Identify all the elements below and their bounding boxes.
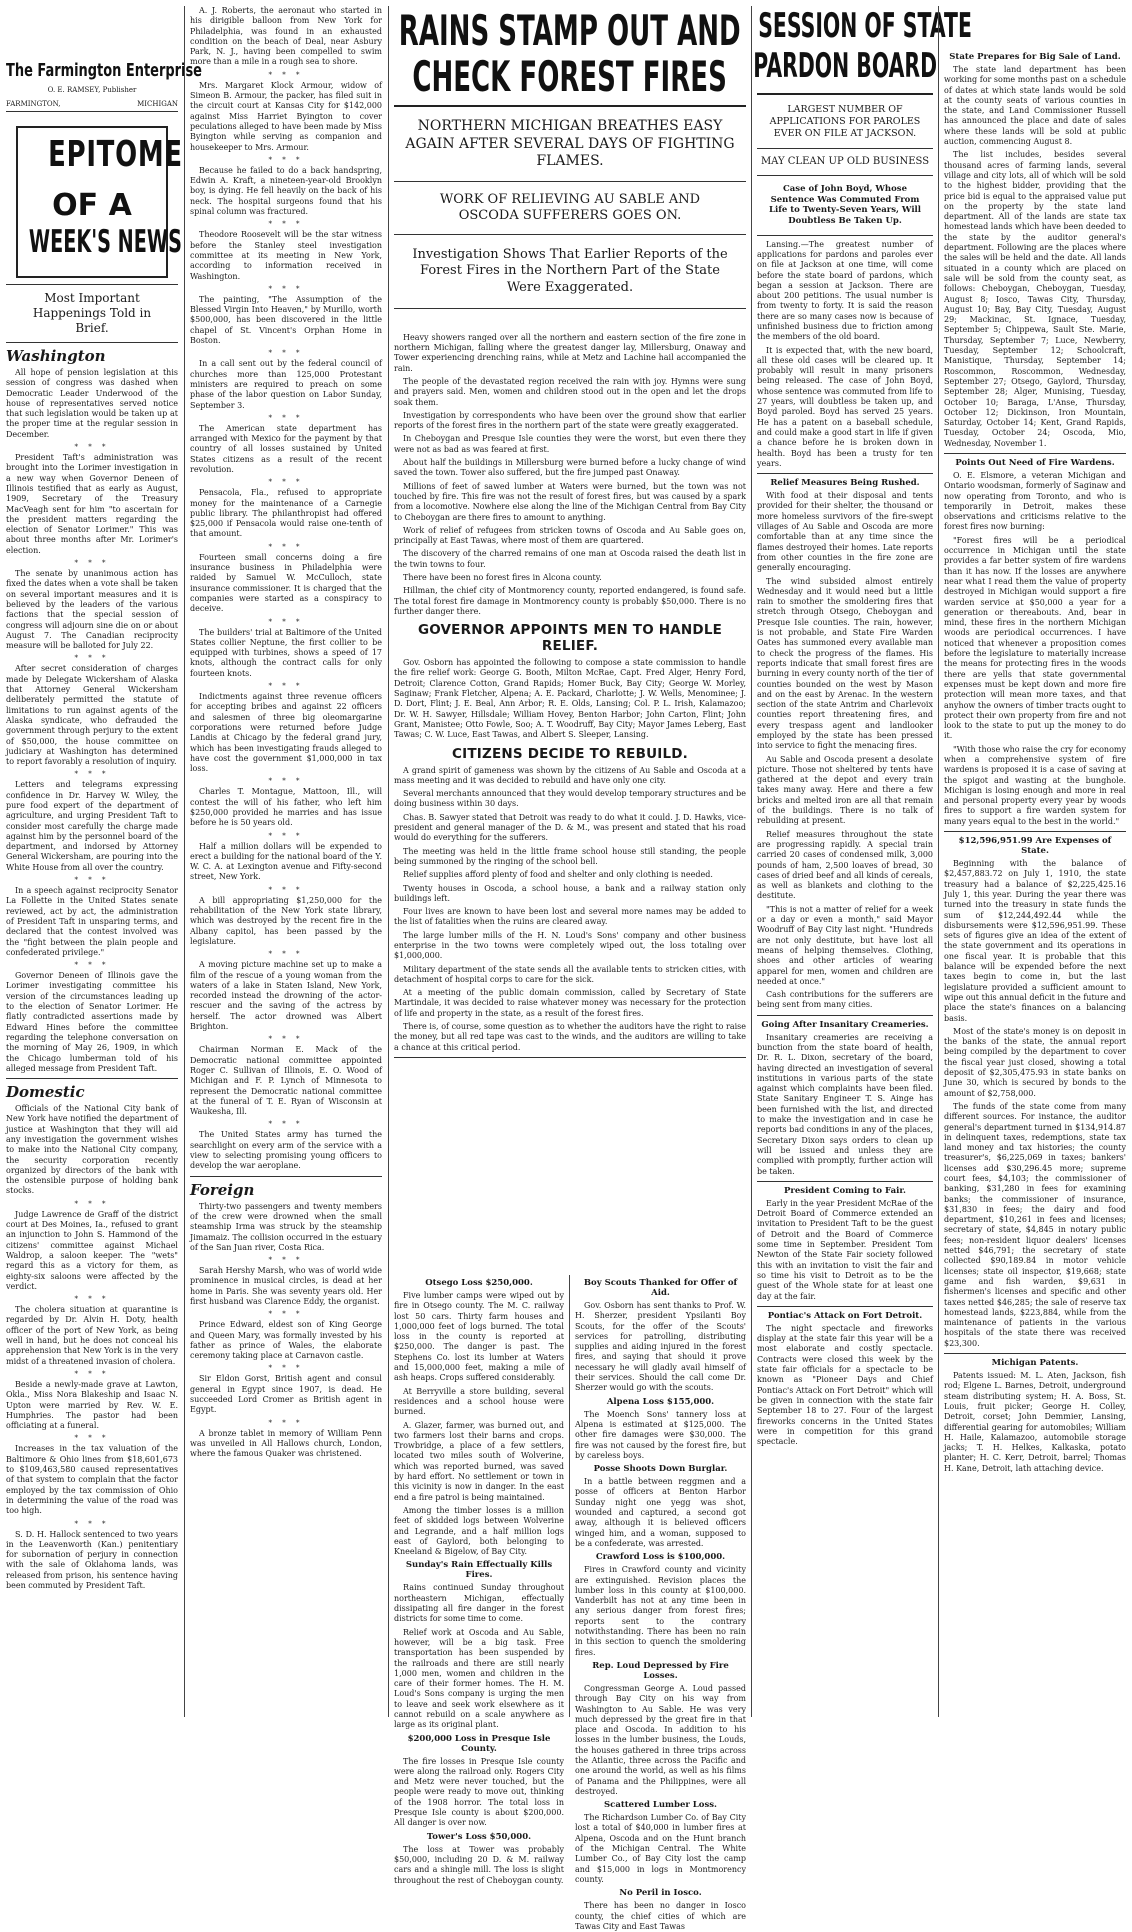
- pardon-headline-1: SESSION OF STATE: [758, 6, 972, 46]
- masthead-place: FARMINGTON,: [6, 100, 61, 108]
- article: Insanitary creameries are receiving a bunction from the state board of health, Dr. R. L. Dixon, secretary of the board, having directed an investigation of several institutions in various parts of the state against which complaints have been filed. State Sanitary Engineer T. S. Ainge has been furnished with the list, and directed to make the investigation and in case he reports bad conditions in any of the places, Secretary Dixon says orders to clean up will be issued and unless they are complied with promptly, further action will be taken.: [757, 1032, 933, 1176]
- main-body: About half the buildings in Millersburg were burned before a lucky change of wind saved the town. Tower also suffered, but the fire jumped past Onaway.: [394, 458, 746, 478]
- article: Mrs. Margaret Klock Armour, widow of Simeon B. Armour, the packer, has filed suit in the circuit court at Kansas City for $142,000 against Miss Harriet Byington to cover peculations alleged to have been made by Miss Byington while serving as companion and housekeeper to Mrs. Armour.: [190, 80, 382, 152]
- main-body: Four lives are known to have been lost and several more names may be added to the list of fatalities when the ruins are cleared away.: [394, 907, 746, 927]
- article: Beside a newly-made grave at Lawton, Okla., Miss Nora Blakeship and Isaac N. Upton were married by Rev. W. E. Humphries. The pastor had been officiating at a funeral.: [6, 1379, 178, 1431]
- column-rule: [388, 6, 389, 1717]
- otsego-head: Otsego Loss $250,000.: [425, 1278, 533, 1288]
- article: Lansing.—The greatest number of applications for pardons and paroles ever on file at Jackson at one time, will come before the state board of pardons, which began a session at Jackson. There are about 200 petitions. The usual number is from twenty to forty. It is said the reason there are so many cases now is because of unfinished business due to friction among the members of the old board.: [757, 239, 933, 342]
- article: After secret consideration of charges made by Delegate Wickersham of Alaska that Attorney General Wickersham deliberately permitted the statute of limitations to run against agents of the Alaska syndicate, who defrauded the government through perjury to the extent of $50,000, the house committee on judiciary at Washington has determined to report favorably a resolution of inquiry.: [6, 664, 178, 767]
- article: In a call sent out by the federal council of churches more than 125,000 Protestant ministers are required to preach on some phase of the labor question on Labor Sunday, September 3.: [190, 359, 382, 410]
- article: It is expected that, with the new board, all these old cases will be cleared up. It probably will result in many prisoners being released. The case of John Boyd, whose sentence was commuted from life to 27 years, will doubtless be taken up, and Boyd paroled. Boyd has served 25 years. He has a patent on a baseball schedule, and could make a good start in life if given a chance before he is broken down in health. Boyd has been a trusty for ten years.: [757, 345, 933, 468]
- article: Patents issued: M. L. Aten, Jackson, fish rod; Elgene L. Barnes, Detroit, underground steam distributing system; H. A. Boss, St. Louis, fruit picker; George H. Colley, Detroit, corset; John Demmier, Lansing, differential gearing for automobiles; William H. Haile, Kalamazoo, automobile storage jacks; T. H. Helkes, Kalkaska, potato planter; H. C. Kerr, Detroit, barrel; Thomas H. Kane, Detroit, lath attaching device.: [944, 1371, 1126, 1473]
- article: Pensacola, Fla., refused to appropriate money for the maintenance of a Carnegie public library. The philanthropist had offered $25,000 if Pensacola would raise one-tenth of that amount.: [190, 488, 382, 539]
- article: The fire losses in Presque Isle county were along the railroad only. Rogers City and Metz were never touched, but the people were ready to move out, thinking of the 1908 horror. The total loss in Presque Isle county is about $200,000. All danger is over now.: [394, 1756, 564, 1828]
- article: Rains continued Sunday throughout northeastern Michigan, effectually dissipating all fire danger in the forest districts for some time to come.: [394, 1583, 564, 1624]
- main-body: The discovery of the charred remains of one man at Oscoda raised the death list in the twin towns to four.: [394, 549, 746, 569]
- pardon-deck-1: LARGEST NUMBER OF APPLICATIONS FOR PAROLES EVER ON FILE AT JACKSON.: [769, 104, 921, 139]
- article: Most of the state's money is on deposit in the banks of the state, the annual report being compiled by the department to cover the fiscal year just closed, showing a total deposit of $2,305,475.93 in state banks on June 30, which is secured by bonds to the amount of $2,758,000.: [944, 1026, 1126, 1098]
- article: Among the timber losses is a million feet of skidded logs between Wolverine and Legrande, and a half million logs east of Gaylord, both belonging to Kneeland & Bigelow, of Bay City.: [394, 1505, 564, 1557]
- pardon-deck-3: Case of John Boyd, Whose Sentence Was Commuted From Life to Twenty-Seven Years, Will Doubtless Be Taken Up.: [768, 184, 922, 226]
- article: The cholera situation at quarantine is regarded by Dr. Alvin H. Doty, health officer of the port of New York, as being well in hand, but he does not conceal his apprehension that New York is in the very midst of a threatened invasion of cholera.: [6, 1305, 178, 1366]
- article: A bill appropriating $1,250,000 for the rehabilitation of the New York state library, which was destroyed by the recent fire in the Albany capitol, has been passed by the legislature.: [190, 895, 382, 946]
- article: "Forest fires will be a periodical occurrence in Michigan until the state provides a far better system of fire wardens than it has now. If the losses are anywhere near what I read them the value of property destroyed in Michigan would support a fire warden service at $50,000 a year for a generation or thereabouts. And, bear in mind, these fires in the northern Michigan woods are periodical occurrences. I have noticed that whenever a proposition comes before the legislature to materially increase the means for protecting fires in the woods there are yells that state governmental expenses must be kept down and more fire protection will mean more taxes, and that anyhow the owners of timber tracts ought to protect their own property from fire and not look to the state to put up the money to do it.: [944, 535, 1126, 741]
- section-domestic: Domestic: [6, 1083, 85, 1102]
- article: Fires in Crawford county and vicinity are extinguished. Revision places the lumber loss in this county at $100,000. Vanderbilt has not at any time been in any serious danger from forest fires; reports sent to the contrary notwithstanding. There has been no rain in this section to quench the smoldering fires.: [575, 1565, 746, 1657]
- main-body: Gov. Osborn has appointed the following to compose a state commission to handle the fire relief work: George G. Booth, Milton McRae, Capt. Fred Alger, Henry Ford, Detroit; Clarence Cotton, Grand Rapids; Homer Buck, Bay City; George W. Morley, Saginaw; Frank Fletcher, Alpena; A. E. Packard, Charlotte; J. W. Wells, Menominee; J. D. Dort, Flint; J. E. Beal, Ann Arbor; R. E. Olds, Lansing; Col. P. L. Irish, Kalamazoo; Dr. W. H. Sawyer, Hillsdale; William Hovey, Benton Harbor; John Carton, Flint; John Grant, Manistee; Otto Fowle, Soo; A. T. Woodruff, Bay City; Mayor James Leberg, East Tawas; C. W. Luce, East Tawas, and Albert S. Sleeper, Lansing.: [394, 658, 746, 740]
- alpena-head: Alpena Loss $155,000.: [606, 1396, 715, 1407]
- article: There has been no danger in Iosco county, the chief cities of which are Tawas City and East Tawas: [575, 1901, 746, 1931]
- article: Beginning with the balance of $2,457,883.72 on July 1, 1910, the state treasury had a balance of $2,225,425.16 July 1, this year. During the year there was turned into the treasury in state funds the sum of $12,244,492.44 while the disbursements were $12,596,951.99. These sets of figures give an idea of the extent of the state government and its operations in one fiscal year. It is probable that this balance will be expended before the next taxes begin to come in, but the last legislature provided a sufficient amount to wipe out this annual deficit in the future and place the state's finances on a balancing basis.: [944, 859, 1126, 1023]
- article: The wind subsided almost entirely Wednesday and it would need but a little rain to smother the smoldering fires that stretch through Otsego, Cheboygan and Presque Isle counties. The rain, however, is not probable, and State Fire Warden Oates has summoned every available man to check the progress of the flames. His reports indicate that small forest fires are burning in every county north of the tier of counties bounded on the west by Mason and on the east by Arenac. In the western section of the state Antrim and Charlevoix counties report threatening fires, and every trespass agent and landlooker employed by the state has been pressed into service to fight the menacing fires.: [757, 576, 933, 751]
- article: The builders' trial at Baltimore of the United States collier Neptune, the first collier to be equipped with turbines, shows a speed of 17 knots, although the contract calls for only fourteen knots.: [190, 627, 382, 678]
- article: The Moench Sons' tannery loss at Alpena is estimated at $125,000. The other fire damages were $30,000. The fire was not caused by the forest fire, but by careless boys.: [575, 1409, 746, 1460]
- main-body: Chas. B. Sawyer stated that Detroit was ready to do what it could. J. D. Hawks, vice-president and general manager of the D. & M., was present and stated that his road would do everything for the sufferers.: [394, 812, 746, 843]
- main-headline-1: RAINS STAMP OUT AND: [399, 6, 741, 55]
- epitome-subtitle: Most Important Happenings Told in Brief.: [32, 291, 152, 335]
- column-1: The Farmington Enterprise O. E. RAMSEY, Publisher FARMINGTON, MICHIGAN EPITOME OF A WEEK'S NEWS Most Important Happenings Told in Brief. Washington All hope of pension legislation at this session of congress was dashed when Democratic Leader Underwood of the house of representatives served notice that such legislation would be taken up at the proper time at the regular session in December. * * * President Taft's administration was brought into the Lorimer investigation in a new way when Governor Deneen of Illinois testified that as early as August, 1909, Secretary of the Treasury MacVeagh sent for him "to ascertain for the president matters regarding the election of Senator Lorimer." This was about three months after Mr. Lorimer's election. * * * The senate by unanimous action has fixed the dates when a vote shall be taken on several important measures and it is believed by the leaders of the various factions that the special session of congress will adjourn sine die on or about August 7. The Canadian reciprocity measure will be balloted for July 22. * * * After secret consideration of charges made by Delegate Wickersham of Alaska that Attorney General Wickersham deliberately permitted the statute of limitations to run against agents of the Alaska syndicate, who defrauded the government through perjury to the extent of $50,000, the house committee on judiciary at Washington has determined to report favorably a resolution of inquiry. * * * Letters and telegrams expressing confidence in Dr. Harvey W. Wiley, the pure food expert of the department of agriculture, and urging President Taft to consider most carefully the charge made against him by the personnel board of the department, and indorsed by Attorney General Wickersham, are pouring into the White House from all over the country. * * * In a speech against reciprocity Senator La Follette in the United States senate reviewed, act by act, the administration of President Taft in unsparing terms, and declared that the contest involved was the "fight between the plain people and confederated privilege." * * * Governor Deneen of Illinois gave the Lorimer investigating committee his version of the circumstances leading up to the election of Senator Lorimer. He flatly contradicted assertions made by Edward Hines before the committee regarding the telephone conversation on the morning of May 26, 1909, in which the Chicago lumberman told of his alleged message from President Taft. Domestic Officials of the National City bank of New York have notified the department of justice at Washington that they will aid any investigation the government wishes to make into the National City company, the security corporation recently organized by directors of the bank with the ostensible purpose of holding bank stocks. * * * Judge Lawrence de Graff of the district court at Des Moines, Ia., refused to grant an injunction to John S. Hammond of the citizens' committee against Michael Waldrop, a saloon keeper. The "wets" regard this as a victory for them, as eighty-six saloons were affected by the verdict. * * * The cholera situation at quarantine is regarded by Dr. Alvin H. Doty, health officer of the port of New York, as being well in hand, but he does not conceal his apprehension that New York is in the very midst of a threatened invasion of cholera. * * * Beside a newly-made grave at Lawton, Okla., Miss Nora Blakeship and Isaac N. Upton were married by Rev. W. E. Humphries. The pastor had been officiating at a funeral. * * * Increases in the tax valuation of the Baltimore & Ohio lines from $18,601,673 to $109,463,580 caused representatives of that system to complain that the factor employed by the tax commission of Ohio in determining the value of the road was too high. * * * S. D. H. Hallock sentenced to two years in the Leavenworth (Kan.) penitentiary for subornation of perjury in connection with the sale of Oklahoma lands, was released from prison, his sentence having been commuted by President Taft.: [6, 60, 202, 1590]
- section-washington: Washington: [6, 347, 106, 365]
- main-body: The meeting was held in the little frame school house still standing, the people being summoned by the ringing of the school bell.: [394, 846, 746, 866]
- article: A. Glazer, farmer, was burned out, and two farmers lost their barns and crops. Trowbridge, a place of a few settlers, located two miles south of Wolverine, which was reported burned, was saved by hard effort. No settlement or town in this vicinity is now in danger. In the east end a fire patrol is being maintained.: [394, 1420, 564, 1502]
- article: Indictments against three revenue officers for accepting bribes and against 22 officers and salesmen of three big oleomargarine corporations were returned before Judge Landis at Chicago by the federal grand jury, which has been investigating frauds alleged to have cost the government $1,000,000 in tax loss.: [190, 692, 382, 774]
- article: Sir Eldon Gorst, British agent and consul general in Egypt since 1907, is dead. He succeeded Lord Cromer as British agent in Egypt.: [190, 1374, 382, 1415]
- article: Letters and telegrams expressing confidence in Dr. Harvey W. Wiley, the pure food expert of the department of agriculture, and urging President Taft to consider most carefully the charge made against him by the personnel board of the department, and indorsed by Attorney General Wickersham, are pouring into the White House from all over the country.: [6, 780, 178, 872]
- epitome-box: [16, 126, 183, 278]
- column-rule: [938, 6, 939, 1717]
- pardon-headline-2: PARDON BOARD: [753, 46, 937, 86]
- main-body: There is, of course, some question as to whether the auditors have the right to raise the money, but all red tape was cast to the winds, and the auditors are willing to take a chance at this critical period.: [394, 1022, 746, 1052]
- fire-wardens-head: Points Out Need of Fire Wardens.: [955, 457, 1115, 468]
- tower-head: Tower's Loss $50,000.: [426, 1831, 532, 1842]
- article: Chairman Norman E. Mack of the Democratic national committee appointed Roger C. Sullivan of Illinois, E. O. Wood of Michigan and F. P. Lynch of Minnesota to represent the Democratic national committee at the funeral of T. E. Ryan of Wisconsin at Waukesha, Ill.: [190, 1045, 382, 1117]
- article: Theodore Roosevelt will be the star witness before the Stanley steel investigation committee at its meeting in New York, according to information received in Washington.: [190, 230, 382, 281]
- column-rule: [751, 6, 752, 1717]
- article: S. D. H. Hallock sentenced to two years in the Leavenworth (Kan.) penitentiary for subornation of perjury in connection with the sale of Oklahoma lands, was released from prison, his sentence having been commuted by President Taft.: [6, 1529, 178, 1590]
- main-body: Military department of the state sends all the available tents to stricken cities, with detachment of hospital corps to care for the sick.: [394, 964, 746, 984]
- article: The loss at Tower was probably $50,000, including 20 D. & M. railway cars and a shingle mill. The loss is slight throughout the rest of Cheboygan county.: [394, 1844, 564, 1885]
- article: In a battle between reggmen and a posse of officers at Benton Harbor Sunday night one yegg was shot, wounded and captured, a second got away, although it is believed officers winged him, and a woman, supposed to be a confederate, was arrested.: [575, 1477, 746, 1548]
- patents-head: Michigan Patents.: [991, 1358, 1079, 1369]
- article: The Richardson Lumber Co. of Bay City lost a total of $40,000 in lumber fires at Alpena, Oscoda and on the Hunt branch of the Michigan Central. The White Lumber Co., of Bay City lost the camp and $15,000 in logs in Montmorency county.: [575, 1813, 746, 1884]
- epitome-line2: OF A: [52, 188, 132, 223]
- main-body: In Cheboygan and Presque Isle counties they were the worst, but even there they were not as bad as was feared at first.: [394, 434, 746, 454]
- main-body: Heavy showers ranged over all the northern and eastern section of the fire zone in northern Michigan, falling where the greatest danger lay, Millersburg, Onaway and Tower experiencing drenching rains, while at Metz and Lachine hail accompanied the rain.: [394, 332, 746, 373]
- masthead-title: The Farmington Enterprise: [6, 60, 202, 81]
- article: The state land department has been working for some months past on a schedule of dates at which state lands would be sold at the county seats of various counties in the state, and Land Commissioner Russell has announced the place and date of sales where these lands will be sold at public auction, commencing August 8.: [944, 65, 1126, 147]
- iosco-head: No Peril in Iosco.: [619, 1888, 702, 1899]
- pontiac-head: Pontiac's Attack on Fort Detroit.: [767, 1310, 923, 1321]
- land-sale-head: State Prepares for Big Sale of Land.: [949, 52, 1121, 62]
- article: Charles T. Montague, Mattoon, Ill., will contest the will of his father, who left him $250,000 provided he marries and has issue before he is 50 years old.: [190, 787, 382, 828]
- article: Sarah Hershy Marsh, who was of world wide prominence in musical circles, is dead at her home in Paris. She was seventy years old. Her first husband was Clarence Eddy, the organist.: [190, 1266, 382, 1306]
- main-deck-3: Investigation Shows That Earlier Reports of the Forest Fires in the Northern Part of the State Were Exaggerated.: [412, 247, 728, 295]
- main-body: Twenty houses in Oscoda, a school house, a bank and a railway station only buildings left.: [394, 883, 746, 903]
- main-body: There have been no forest fires in Alcona county.: [403, 572, 602, 582]
- main-body: Relief supplies afford plenty of food and shelter and only clothing is needed.: [403, 870, 713, 880]
- main-headline-2: CHECK FOREST FIRES: [412, 52, 728, 101]
- article: Fourteen small concerns doing a fire insurance business in Philadelphia were raided by Samuel W. McCulloch, state insurance commissioner. It is charged that the companies were started as a conspiracy to deceive.: [190, 552, 382, 614]
- president-head: President Coming to Fair.: [784, 1185, 906, 1196]
- article: A bronze tablet in memory of William Penn was unveiled in All Hallows church, London, where the famous Quaker was christened.: [190, 1428, 382, 1459]
- rep-loud-head: Rep. Loud Depressed by Fire Losses.: [592, 1660, 729, 1681]
- pardon-deck-2: MAY CLEAN UP OLD BUSINESS: [760, 155, 930, 167]
- insanitary-head: Going After Insanitary Creameries.: [761, 1019, 929, 1030]
- article: Relief work at Oscoda and Au Sable, however, will be a big task. Free transportation has been suspended by the railroads and there are still nearly 1,000 men, women and children in the care of their former homes. The H. M. Loud's Sons company is urging the men to leave and seek work elsewhere as it cannot rebuild on a scale anywhere as large as its original plant.: [394, 1627, 564, 1730]
- column-rule: [569, 1275, 570, 1717]
- main-body: Investigation by correspondents who have been over the ground show that earlier reports of the forest fires in the northern part of the state were greatly exaggerated.: [394, 410, 746, 431]
- article: "With those who raise the cry for economy when a comprehensive system of fire wardens is proposed it is a case of saving at the spigot and wasting at the bunghole. Michigan is losing enough and more in real and personal property every year by woods fires to support a fire warden system for many years equal to the best in the world.": [944, 744, 1126, 826]
- article: The night spectacle and fireworks display at the state fair this year will be a most elaborate and costly spectacle. Contracts were closed this week by the state fair officials for a spectacle to be known as "Pioneer Days and Chief Pontiac's Attack on Fort Detroit" which will be given in connection with the state fair September 18 to 27. Four of the largest fireworks concerns in the United States were in competition for this grand spectacle.: [757, 1323, 933, 1447]
- main-deck-2: WORK OF RELIEVING AU SABLE AND OSCODA SUFFERERS GOES ON.: [439, 191, 701, 223]
- epitome-line1: EPITOME: [48, 134, 183, 175]
- column-5: [753, 6, 972, 1717]
- citizens-subhead: CITIZENS DECIDE TO REBUILD.: [452, 745, 688, 762]
- main-body: Work of relief of refugees from stricken towns of Oscoda and Au Sable goes on, principally at East Tawas, where most of them are quartered.: [394, 525, 746, 546]
- main-deck-1: NORTHERN MICHIGAN BREATHES EASY AGAIN AFTER SEVERAL DAYS OF FIGHTING FLAMES.: [405, 118, 735, 169]
- article: Officials of the National City bank of New York have notified the department of justice at Washington that they will aid any investigation the government wishes to make into the National City company, the security corporation recently organized by directors of the bank with the ostensible purpose of holding bank stocks.: [6, 1104, 178, 1196]
- article: The senate by unanimous action has fixed the dates when a vote shall be taken on several important measures and it is believed by the leaders of the various factions that the special session of congress will adjourn sine die on or about August 7. The Canadian reciprocity measure will be balloted for July 22.: [6, 569, 178, 651]
- main-body: The large lumber mills of the H. N. Loud's Sons' company and other business enterprise in the two towns were completely wiped out, the loss totaling over $1,000,000.: [394, 930, 746, 961]
- relief-head: Relief Measures Being Rushed.: [770, 478, 920, 489]
- article: Cash contributions for the sufferers are being sent from many cities.: [757, 990, 933, 1010]
- article: In a speech against reciprocity Senator La Follette in the United States senate reviewed, act by act, the administration of President Taft in unsparing terms, and declared that the contest involved was the "fight between the plain people and confederated privilege.": [6, 886, 178, 957]
- article: Gov. Osborn has sent thanks to Prof. W. H. Sherzer, president Ypsilanti Boy Scouts, for the offer of the Scouts' services for patrolling, distributing supplies and aiding injured in the forest fires, and saying that should it prove necessary he will gladly avail himself of their services. Should the call come Dr. Sherzer would go with the scouts.: [575, 1301, 746, 1393]
- article: Relief measures throughout the state are progressing rapidly. A special train carried 20 cases of condensed milk, 3,000 pounds of ham, 2,500 loaves of bread, 30 cases of dried beef and all kinds of cereals, as well as blankets and clothing to the destitute.: [757, 829, 933, 901]
- section-foreign: Foreign: [190, 1180, 255, 1199]
- article: Increases in the tax valuation of the Baltimore & Ohio lines from $18,601,673 to $109,463,580 caused representatives of that system to complain that the factor employed by the tax commission of Ohio in determining the value of the road was too high.: [6, 1444, 178, 1516]
- masthead-publisher: O. E. RAMSEY, Publisher: [47, 86, 137, 94]
- article: The list includes, besides several thousand acres of farming lands, several village and city lots, all of which will be sold to the highest bidder, providing that the price bid is equal to the appraised value put on the property by the state land department. All of the lands are state tax homestead lands which have been deeded to the state by the auditor general's department. Following are the places where the sales will be held and the date. All lands situated in a county which are placed on sale will be sold from the county seat, as follows: Cheboygan, Cheboygan, Tuesday, August 8; Iosco, Tawas City, Thursday, August 10; Bay, Bay City, Tuesday, August 29; Mackinac, St. Ignace, Tuesday, September 5; Chippewa, Sault Ste. Marie, Thursday, September 7; Luce, Newberry, Tuesday, September 12; Schoolcraft, Manistique, Thursday, September 14; Roscommon, Roscommon, Wednesday, September 27; Otsego, Gaylord, Thursday, September 28; Alger, Munising, Tuesday, October 10; Baraga, L'Anse, Thursday, October 12; Dickinson, Iron Mountain, Saturday, October 14; Kent, Grand Rapids, Tuesday, October 24; Oscoda, Mio, Wednesday, November 1.: [944, 150, 1126, 448]
- article: Governor Deneen of Illinois gave the Lorimer investigating committee his version of the circumstances leading up to the election of Senator Lorimer. He flatly contradicted assertions made by Edward Hines before the committee regarding the telephone conversation on the morning of May 26, 1909, in which the Chicago lumberman told of his alleged message from President Taft.: [6, 971, 178, 1073]
- masthead-state: MICHIGAN: [137, 100, 178, 108]
- article: Because he failed to do a back handspring, Edwin A. Kraft, a nineteen-year-old Brooklyn boy, is dying. He fell heavily on the back of his neck. The hospital surgeons found that his spinal column was fractured.: [190, 165, 382, 217]
- article: Judge Lawrence de Graff of the district court at Des Moines, Ia., refused to grant an injunction to John S. Hammond of the citizens' committee against Michael Waldrop, a saloon keeper. The "wets" regard this as a victory for them, as eighty-six saloons were affected by the verdict.: [6, 1209, 178, 1291]
- main-body: Several merchants announced that they would develop temporary structures and be doing business within 30 days.: [394, 789, 746, 809]
- main-body: Hillman, the chief city of Montmorency county, reported endangered, is found safe. The total forest fire damage in Montmorency county is probably $50,000. There is no further danger there.: [394, 586, 746, 616]
- boy-scouts-head: Boy Scouts Thanked for Offer of Aid.: [583, 1278, 738, 1298]
- article: Half a million dollars will be expended to erect a building for the national board of the Y. W. C. A. at Lexington avenue and Fifty-second street, New York.: [190, 841, 382, 882]
- main-body: The people of the devastated region received the rain with joy. Hymns were sung and prayers said. Men, women and children stood out in the open and let the drops soak them.: [394, 376, 746, 407]
- article: The painting, "The Assumption of the Blessed Virgin Into Heaven," by Murillo, worth $500,000, has been discovered in the little chapel of St. Vincent's Orphan Home in Boston.: [190, 294, 382, 346]
- article: With food at their disposal and tents provided for their shelter, the thousand or more homeless survivors of the fire-swept villages of Au Sable and Oscoda are more comfortable than at any time since the flames destroyed their homes. Late reports from other counties in the fire zone are generally encouraging.: [757, 491, 933, 573]
- main-subcolumn-right: [575, 1275, 746, 1931]
- governor-subhead: GOVERNOR APPOINTS MEN TO HANDLE RELIEF.: [417, 622, 723, 655]
- article: O. E. Elsmore, a veteran Michigan and Ontario woodsman, formerly of Saginaw and now operating from Toronto, and who is temporarily in Detroit, makes these observations and criticisms relative to the forest fires now burning:: [944, 470, 1126, 532]
- masthead: [6, 60, 202, 112]
- sunday-head: Sunday's Rain Effectually Kills Fires.: [405, 1560, 553, 1581]
- main-body: At a meeting of the public domain commission, called by Secretary of State Martindale, it was decided to raise whatever money was necessary for the protection of life and property in the state, as a result of the forest fires.: [394, 988, 746, 1018]
- article: President Taft's administration was brought into the Lorimer investigation in a new way when Governor Deneen of Illinois testified that as early as August, 1909, Secretary of the Treasury MacVeagh sent for him "to ascertain for the president matters regarding the election of Senator Lorimer." This was about three months after Mr. Lorimer's election.: [6, 453, 178, 555]
- state-expenses-head: $12,596,951.99 Are Expenses of State.: [958, 836, 1112, 857]
- article: Au Sable and Oscoda present a desolate picture. Those not sheltered by tents have gathered at the depot and every train takes many away. Here and there a few bricks and melted iron are all that remain of the buildings. There is no talk of rebuilding at present.: [757, 754, 933, 826]
- article: Prince Edward, eldest son of King George and Queen Mary, was formally invested by his father as prince of Wales, the elaborate ceremony taking place at Carnavon castle.: [190, 1320, 382, 1361]
- article: All hope of pension legislation at this session of congress was dashed when Democratic Leader Underwood of the house of representatives served notice that such legislation would be taken up at the proper time at the regular session in December.: [6, 368, 178, 439]
- column-6: [944, 6, 1126, 1717]
- presque-head: $200,000 Loss in Presque Isle County.: [407, 1733, 551, 1754]
- epitome-line3: WEEK'S NEWS: [28, 224, 182, 260]
- column-rule: [184, 6, 185, 1717]
- column-2: A. J. Roberts, the aeronaut who started in his dirigible balloon from New York for Philadelphia, was found in an exhausted condition on the beach of Deal, near Asbury Park, N. J., having been compelled to swim more than a mile in a rough sea to shore. * * * Mrs. Margaret Klock Armour, widow of Simeon B. Armour, the packer, has filed suit in the circuit court at Kansas City for $142,000 against Miss Harriet Byington to cover peculations alleged to have been made by Miss Byington while serving as companion and housekeeper to Mrs. Armour. * * * Because he failed to do a back handspring, Edwin A. Kraft, a nineteen-year-old Brooklyn boy, is dying. He fell heavily on the back of his neck. The hospital surgeons found that his spinal column was fractured. * * * Theodore Roosevelt will be the star witness before the Stanley steel investigation committee at its meeting in New York, according to information received in Washington. * * * The painting, "The Assumption of the Blessed Virgin Into Heaven," by Murillo, worth $500,000, has been discovered in the little chapel of St. Vincent's Orphan Home in Boston. * * * In a call sent out by the federal council of churches more than 125,000 Protestant ministers are required to preach on some phase of the labor question on Labor Sunday, September 3. * * * The American state department has arranged with Mexico for the payment by that country of all losses sustained by United States citizens as a result of the recent revolution. * * * Pensacola, Fla., refused to appropriate money for the maintenance of a Carnegie public library. The philanthropist had offered $25,000 if Pensacola would raise one-tenth of that amount. * * * Fourteen small concerns doing a fire insurance business in Philadelphia were raided by Samuel W. McCulloch, state insurance commissioner. It is charged that the companies were started as a conspiracy to deceive. * * * The builders' trial at Baltimore of the United States collier Neptune, the first collier to be equipped with turbines, shows a speed of 17 knots, although the contract calls for only fourteen knots. * * * Indictments against three revenue officers for accepting bribes and against 22 officers and salesmen of three big oleomargarine corporations were returned before Judge Landis at Chicago by the federal grand jury, which has been investigating frauds alleged to have cost the government $1,000,000 in tax loss. * * * Charles T. Montague, Mattoon, Ill., will contest the will of his father, who left him $250,000 provided he marries and has issue before he is 50 years old. * * * Half a million dollars will be expended to erect a building for the national board of the Y. W. C. A. at Lexington avenue and Fifty-second street, New York. * * * A bill appropriating $1,250,000 for the rehabilitation of the New York state library, which was destroyed by the recent fire in the Albany capitol, has been passed by the legislature. * * * A moving picture machine set up to make a film of the rescue of a young woman from the waters of a lake in Staten Island, New York, recorded instead the drowning of the actor-rescuer and the saving of the actress by herself. The actor drowned was Albert Brighton. * * * Chairman Norman E. Mack of the Democratic national committee appointed Roger C. Sullivan of Illinois, E. O. Wood of Michigan and F. P. Lynch of Minnesota to represent the Democratic national committee at the funeral of T. E. Ryan of Wisconsin at Waukesha, Ill. * * * The United States army has turned the searchlight on every arm of the service with a view to selecting promising young officers to develop the war aeroplane. Foreign Thirty-two passengers and twenty members of the crew were drowned when the small steamship Irma was struck by the steamship Jimamaiz. The collision occurred in the estuary of the San Juan river, Costa Rica. * * * Sarah Hershy Marsh, who was of world wide prominence in musical circles, is dead at her home in Paris. She was seventy years old. Her first husband was Clarence Eddy, the organist. * * * Prince Edward, eldest son of King George and Queen Mary, was formally invested by his father as prince of Wales, the elaborate ceremony taking place at Carnavon castle. * * * Sir Eldon Gorst, British agent and consul general in Egypt since 1907, is dead. He succeeded Lord Cromer as British agent in Egypt. * * * A bronze tablet in memory of William Penn was unveiled in All Hallows church, London, where the famous Quaker was christened.: [190, 6, 382, 1459]
- article: A. J. Roberts, the aeronaut who started in his dirigible balloon from New York for Philadelphia, was found in an exhausted condition on the beach of Deal, near Asbury Park, N. J., having been compelled to swim more than a mile in a rough sea to shore.: [190, 6, 382, 67]
- article: At Berryville a store building, several residences and a school house were burned.: [394, 1386, 564, 1417]
- scattered-head: Scattered Lumber Loss.: [604, 1800, 717, 1811]
- article: Five lumber camps were wiped out by fire in Otsego county. The M. C. railway lost 50 cars. Thirty farm houses and 1,000,000 feet of logs burned. The total loss in the county is reported at $250,000. The danger is past. The Stephens Co. lost its lumber at Waters and 15,000,000 feet, making a mile of ash heaps. Crops suffered considerably.: [394, 1291, 564, 1383]
- article: The funds of the state come from many different sources. For instance, the auditor general's department turned in $134,914.87 in delinquent taxes, redemptions, state tax land money and tax histories; the county treasurer's, $6,225,069 in taxes; bankers' licenses add $30,296.45 more; supreme court fees, $4,103; the commissioner of banking, $31,280 in fees for examining banks; the commissioner of insurance, $31,830 in fees; the dairy and food department, $10,261 in fees and licenses; secretary of state, $4,845 in notary public fees; non-resident liquor dealers' licenses netted $46,791; the secretary of state collected $90,189.84 in motor vehicle licenses; state oil inspector, $19,668; state game and fish warden, $9,631 in fishermen's licenses and specific and other taxes netted $46,285; the sale of reserve tax homestead lands, $223,884, while from the maintenance of patients in the various hospitals of the state there was received $23,300.: [944, 1101, 1126, 1348]
- article: Congressman George A. Loud passed through Bay City on his way from Washington to Au Sable. He was very much depressed by the great fire in that place and Oscoda. In addition to his losses in the lumber business, the Louds, the houses gathered in three trips across the Atlantic, three across the Pacific and one around the world, as well as his films of Panama and the Philippines, were all destroyed.: [575, 1683, 746, 1796]
- article: Early in the year President McRae of the Detroit Board of Commerce extended an invitation to President Taft to be the guest of Detroit and the Board of Commerce some time in September. President Tom Newton of the State Fair society followed this with an invitation to visit the fair and so time his visit to Detroit as to be the guest of the Whole state for at least one day at the fair.: [757, 1198, 933, 1301]
- article: Thirty-two passengers and twenty members of the crew were drowned when the small steamship Irma was struck by the steamship Jimamaiz. The collision occurred in the estuary of the San Juan river, Costa Rica.: [190, 1201, 382, 1252]
- article: The United States army has turned the searchlight on every arm of the service with a view to selecting promising young officers to develop the war aeroplane.: [190, 1130, 382, 1171]
- posse-head: Posse Shoots Down Burglar.: [593, 1464, 728, 1475]
- article: The American state department has arranged with Mexico for the payment by that country of all losses sustained by United States citizens as a result of the recent revolution.: [190, 423, 382, 474]
- main-body: A grand spirit of gameness was shown by the citizens of Au Sable and Oscoda at a mass meeting and it was decided to rebuild and have only one city.: [394, 765, 746, 785]
- main-body: Millions of feet of sawed lumber at Waters were burned, but the town was not touched by fire. This fire was not the result of forest fires, but was caused by a spark from a locomotive. Nowhere else along the line of the Michigan Central from Bay City to Cheboygan are there fires to amount to anything.: [394, 481, 746, 522]
- crawford-head: Crawford Loss is $100,000.: [595, 1552, 726, 1563]
- article: "This is not a matter of relief for a week or a day or even a month," said Mayor Woodruff of Bay City last night. "Hundreds are not only destitute, but have lost all means of helping themselves. Clothing, shoes and other articles of wearing apparel for men, women and children are needed at once.": [757, 904, 933, 986]
- main-subcolumn-left: [394, 1275, 564, 1885]
- article: A moving picture machine set up to make a film of the rescue of a young woman from the waters of a lake in Staten Island, New York, recorded instead the drowning of the actor-rescuer and the saving of the actress by herself. The actor drowned was Albert Brighton.: [190, 960, 382, 1032]
